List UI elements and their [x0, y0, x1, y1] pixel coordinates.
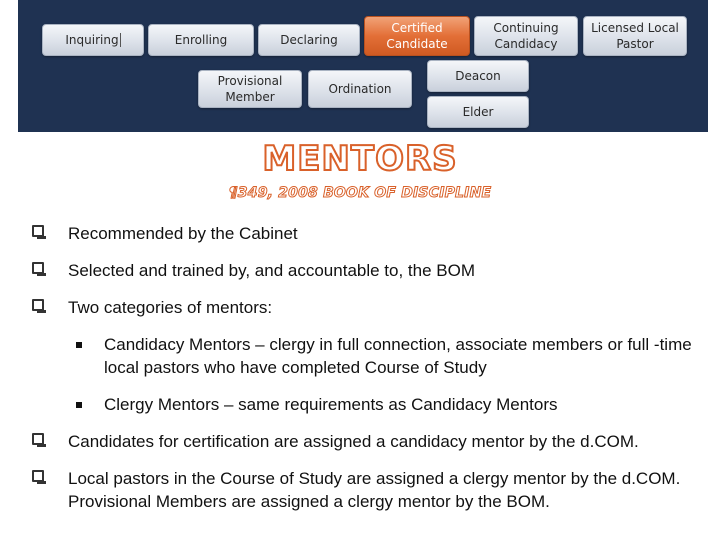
bullet-text: Candidates for certification are assigned a candidacy mentor by the d.COM.: [68, 432, 639, 451]
step-deacon[interactable]: [427, 60, 529, 92]
text-cursor: [120, 33, 121, 47]
list-item: [32, 222, 712, 245]
step-certified-candidate[interactable]: [364, 16, 470, 56]
checkbox-bullet-icon: [32, 225, 44, 237]
step-label: Certified Candidate: [386, 21, 448, 51]
step-label: Inquiring: [65, 33, 119, 47]
list-item: [32, 467, 712, 513]
step-label: Licensed Local Pastor: [591, 21, 679, 51]
step-inquiring[interactable]: [42, 24, 144, 56]
step-label: Deacon: [455, 69, 501, 83]
step-declaring[interactable]: [258, 24, 360, 56]
step-label: Provisional Member: [217, 74, 283, 104]
sub-bullet-text: Candidacy Mentors – clergy in full connection, associate members or full -time local pastors who have completed Course of Study: [104, 335, 692, 377]
square-bullet-icon: [76, 342, 82, 348]
square-bullet-icon: [76, 402, 82, 408]
step-elder[interactable]: [427, 96, 529, 128]
sub-list-item: [32, 333, 712, 379]
page-subtitle: ¶349, 2008 BOOK OF DISCIPLINE: [228, 185, 492, 201]
step-label: Ordination: [328, 82, 392, 96]
list-item: [32, 430, 712, 453]
step-continuing-candidacy[interactable]: [474, 16, 578, 56]
bullet-text: Recommended by the Cabinet: [68, 224, 298, 243]
step-label: Declaring: [280, 33, 338, 47]
step-enrolling[interactable]: [148, 24, 254, 56]
bullet-list: [32, 222, 712, 527]
checkbox-bullet-icon: [32, 470, 44, 482]
list-item: [32, 296, 712, 319]
step-ordination[interactable]: [308, 70, 412, 108]
checkbox-bullet-icon: [32, 433, 44, 445]
page-title: MENTORS: [262, 139, 458, 179]
step-label: Continuing Candidacy: [493, 21, 559, 51]
step-label: Elder: [462, 105, 494, 119]
bullet-text: Selected and trained by, and accountable to, the BOM: [68, 261, 476, 280]
checkbox-bullet-icon: [32, 299, 44, 311]
step-label: Enrolling: [174, 33, 228, 47]
bullet-text: Two categories of mentors:: [68, 298, 273, 317]
sub-bullet-text: Clergy Mentors – same requirements as Candidacy Mentors: [104, 395, 558, 414]
step-provisional-member[interactable]: [198, 70, 302, 108]
checkbox-bullet-icon: [32, 262, 44, 274]
sub-list-item: [32, 393, 712, 416]
list-item: [32, 259, 712, 282]
step-licensed-local-pastor[interactable]: [583, 16, 687, 56]
bullet-text: Local pastors in the Course of Study are assigned a clergy mentor by the d.COM. Provisional Members are assigned a clergy mentor by the BOM.: [68, 469, 681, 511]
